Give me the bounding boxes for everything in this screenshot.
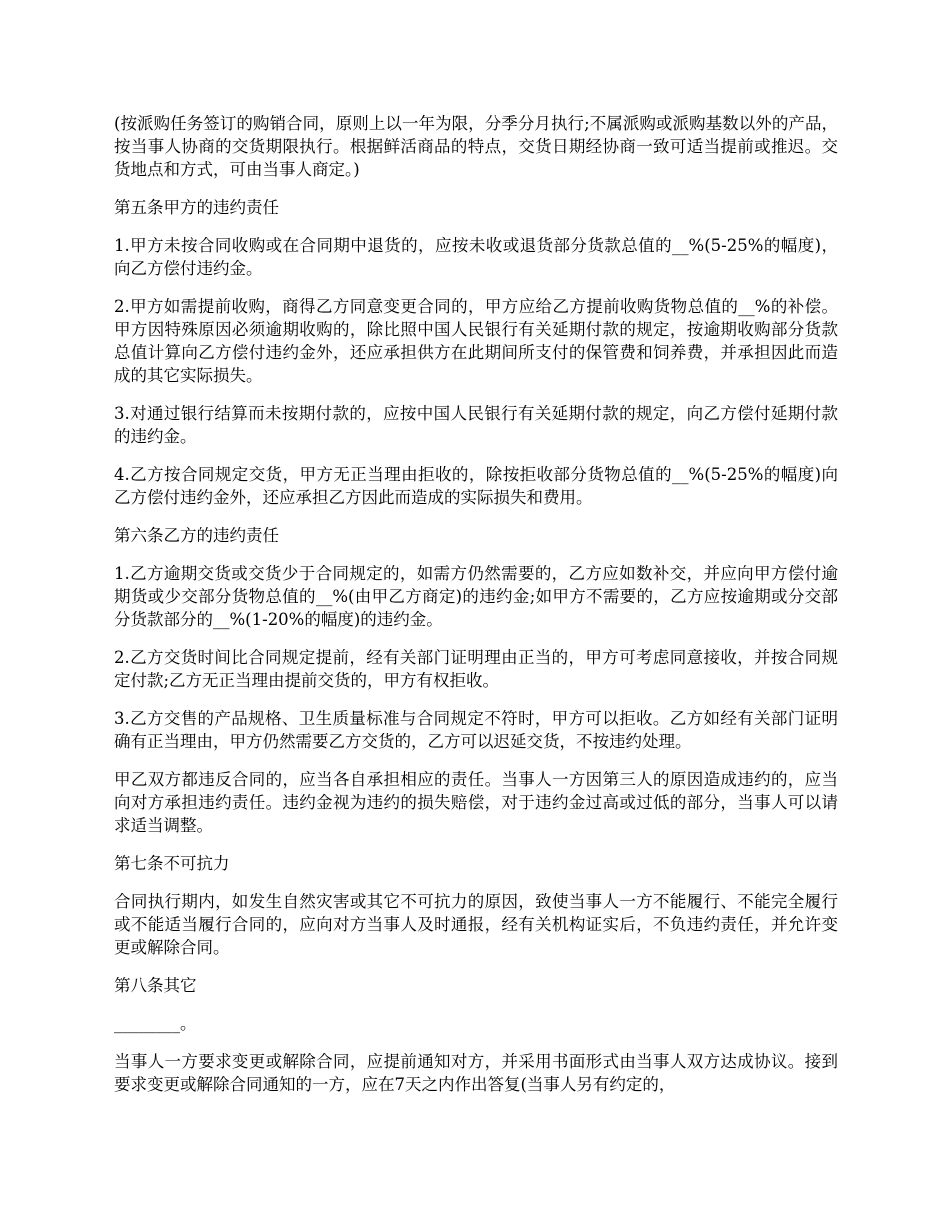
paragraph-blank-line: ________。 [114,1014,197,1033]
paragraph-5-1: 1.甲方未按合同收购或在合同期中退货的，应按未收或退货部分货款总值的__%(5-25%的幅度)，向乙方偿付违约金。 [114,236,838,278]
paragraph-delivery-note: (按派购任务签订的购销合同，原则上以一年为限，分季分月执行;不属派购或派购基数以外的产品，按当事人协商的交货期限执行。根据鲜活商品的特点，交货日期经协商一致可适当提前或推迟。交货地点和方式，可由当事人商定。) [114,114,838,179]
paragraph-6-1: 1.乙方逾期交货或交货少于合同规定的，如需方仍然需要的，乙方应如数补交，并应向甲方偿付逾期货或少交部分货物总值的__%(由甲乙方商定)的违约金;如甲方不需要的，乙方应按逾期或分交部分货款部分的__%(1-20%的幅度)的违约金。 [114,564,838,629]
heading-article-7: 第七条不可抗力 [114,854,230,873]
heading-article-8: 第八条其它 [114,976,197,995]
paragraph-modification: 当事人一方要求变更或解除合同，应提前通知对方，并采用书面形式由当事人双方达成协议。接到要求变更或解除合同通知的一方，应在7天之内作出答复(当事人另有约定的， [114,1052,838,1094]
paragraph-mutual-breach: 甲乙双方都违反合同的，应当各自承担相应的责任。当事人一方因第三人的原因造成违约的，应当向对方承担违约责任。违约金视为违约的损失赔偿，对于违约金过高或过低的部分，当事人可以请求适当调整。 [114,770,838,835]
document-body [114,112,838,1111]
heading-article-5: 第五条甲方的违约责任 [114,198,279,217]
paragraph-5-3: 3.对通过银行结算而未按期付款的，应按中国人民银行有关延期付款的规定，向乙方偿付延期付款的违约金。 [114,404,838,446]
paragraph-5-2: 2.甲方如需提前收购，商得乙方同意变更合同的，甲方应给乙方提前收购货物总值的__%的补偿。甲方因特殊原因必须逾期收购的，除比照中国人民银行有关延期付款的规定，按逾期收购部分货款总值计算向乙方偿付违约金外，还应承担供方在此期间所支付的保管费和饲养费，并承担因此而造成的其它实际损失。 [114,297,838,385]
heading-article-6: 第六条乙方的违约责任 [114,526,279,545]
paragraph-6-2: 2.乙方交货时间比合同规定提前，经有关部门证明理由正当的，甲方可考虑同意接收，并按合同规定付款;乙方无正当理由提前交货的，甲方有权拒收。 [114,648,838,690]
paragraph-6-3: 3.乙方交售的产品规格、卫生质量标准与合同规定不符时，甲方可以拒收。乙方如经有关部门证明确有正当理由，甲方仍然需要乙方交货的，乙方可以迟延交货，不按违约处理。 [114,709,838,751]
paragraph-force-majeure: 合同执行期内，如发生自然灾害或其它不可抗力的原因，致使当事人一方不能履行、不能完全履行或不能适当履行合同的，应向对方当事人及时通报，经有关机构证实后，不负违约责任，并允许变更或解除合同。 [114,892,838,957]
paragraph-5-4: 4.乙方按合同规定交货，甲方无正当理由拒收的，除按拒收部分货物总值的__%(5-25%的幅度)向乙方偿付违约金外，还应承担乙方因此而造成的实际损失和费用。 [114,465,838,507]
